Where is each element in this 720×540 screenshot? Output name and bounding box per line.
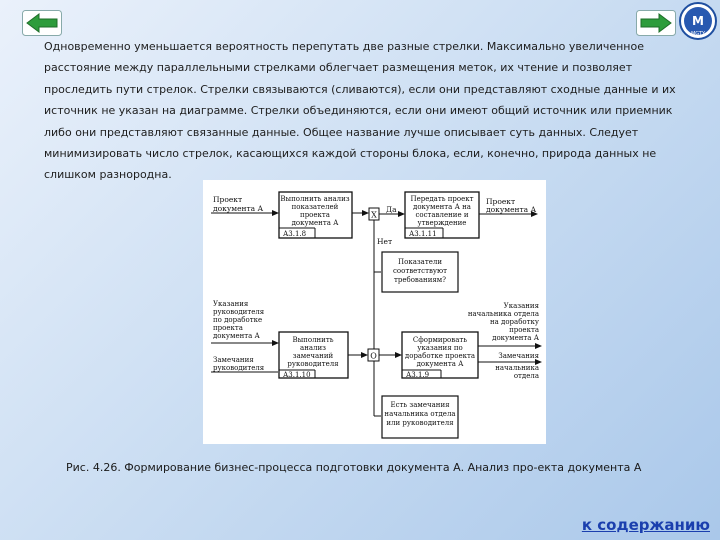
block-transfer-document (405, 192, 479, 238)
svg-text:Замечания: Замечания (213, 356, 254, 364)
svg-text:составление и: составление и (415, 211, 469, 219)
figure-caption: Рис. 4.26. Формирование бизнес-процесса подготовки документа А. Анализ про-екта документа А (66, 461, 642, 474)
label-no: Нет (377, 237, 393, 246)
svg-text:Указания: Указания (213, 300, 249, 308)
svg-text:утверждение: утверждение (417, 219, 467, 227)
block-analyze-indicators (279, 192, 352, 238)
svg-text:руководителя: руководителя (213, 308, 265, 316)
or-junction (368, 349, 379, 361)
idef0-diagram (203, 180, 546, 444)
svg-text:M: M (692, 14, 704, 28)
svg-text:А3.1.11: А3.1.11 (409, 230, 437, 238)
svg-text:Проект: Проект (213, 195, 243, 204)
table-of-contents-link[interactable]: к содержанию (581, 516, 710, 534)
svg-text:А3.1.10: А3.1.10 (283, 371, 311, 379)
svg-text:анализ: анализ (300, 344, 326, 352)
svg-text:Выполнить: Выполнить (292, 336, 334, 344)
svg-text:по доработке: по доработке (213, 316, 263, 324)
svg-text:документа А: документа А (213, 332, 260, 340)
svg-text:показателей: показателей (291, 203, 339, 211)
svg-text:требованиям?: требованиям? (394, 276, 446, 284)
svg-text:документа А: документа А (486, 205, 537, 214)
svg-text:проекта: проекта (509, 326, 539, 334)
svg-text:руководителя: руководителя (213, 364, 265, 372)
svg-text:А3.1.8: А3.1.8 (283, 230, 307, 238)
svg-text:проекта: проекта (213, 324, 243, 332)
svg-text:начальника отдела: начальника отдела (467, 310, 539, 318)
xor-junction (369, 208, 379, 220)
university-logo (679, 2, 717, 40)
svg-text:начальника: начальника (495, 364, 539, 372)
svg-text:Проект: Проект (486, 197, 516, 206)
svg-text:Указания: Указания (503, 302, 539, 310)
svg-text:проекта: проекта (300, 211, 330, 219)
svg-text:Сформировать: Сформировать (412, 336, 468, 344)
svg-text:документа А: документа А (492, 334, 539, 342)
body-paragraph: Одновременно уменьшается вероятность перепутать две разные стрелки. Максимально увеличенное расстояние между параллельными стрелками облегчает размещения меток, их чтение и позволяет проследить пути стрелок. Стрелки связываются (сливаются), если они представляют сходные данные и их источник не указан на диаграмме. Стрелки объединяются, если они имеют общий источник или приемник либо они представляют связанные данные. Общее название лучше описывает суть данных. Следует минимизировать число стрелок, касающихся каждой стороны блока, если, конечно, природа данных не слишком разнородна. (44, 40, 676, 182)
svg-text:Передать проект: Передать проект (410, 195, 474, 203)
output-label-doc-a (486, 197, 537, 214)
svg-text:Замечания: Замечания (498, 352, 539, 360)
svg-text:начальника отдела: начальника отдела (384, 410, 456, 418)
arrow-left-icon[interactable] (22, 10, 62, 36)
svg-text:X: X (371, 210, 377, 220)
svg-text:на доработку: на доработку (489, 318, 539, 326)
arrow-right-icon[interactable] (636, 10, 676, 36)
svg-text:документа А: документа А (416, 360, 464, 368)
input-label-instructions (213, 300, 265, 340)
svg-text:MGTY: MGTY (690, 31, 706, 37)
block-form-instructions (402, 332, 478, 379)
svg-text:указания по: указания по (417, 344, 463, 352)
svg-text:А3.1.9: А3.1.9 (406, 371, 430, 379)
svg-text:документа А на: документа А на (413, 203, 471, 211)
decision-box (382, 252, 458, 292)
svg-text:или руководителя: или руководителя (386, 419, 454, 427)
svg-text:Есть замечания: Есть замечания (390, 401, 450, 409)
input-label-remarks (213, 356, 265, 372)
svg-text:Показатели: Показатели (398, 258, 442, 266)
label-yes: Да (386, 205, 397, 214)
svg-text:руководителя: руководителя (287, 360, 339, 368)
remarks-condition-box (382, 396, 458, 438)
block-analyze-remarks (279, 332, 348, 379)
svg-text:соответствуют: соответствуют (393, 267, 447, 275)
svg-text:доработке проекта: доработке проекта (404, 352, 476, 360)
svg-text:O: O (370, 351, 377, 361)
svg-text:документа А: документа А (213, 204, 264, 213)
output-label-head-remarks (495, 352, 539, 380)
input-label-doc-a (213, 195, 264, 213)
svg-text:документа А: документа А (291, 219, 339, 227)
svg-text:Выполнить анализ: Выполнить анализ (280, 195, 350, 203)
svg-text:замечаний: замечаний (292, 352, 334, 360)
svg-text:отдела: отдела (513, 372, 539, 380)
